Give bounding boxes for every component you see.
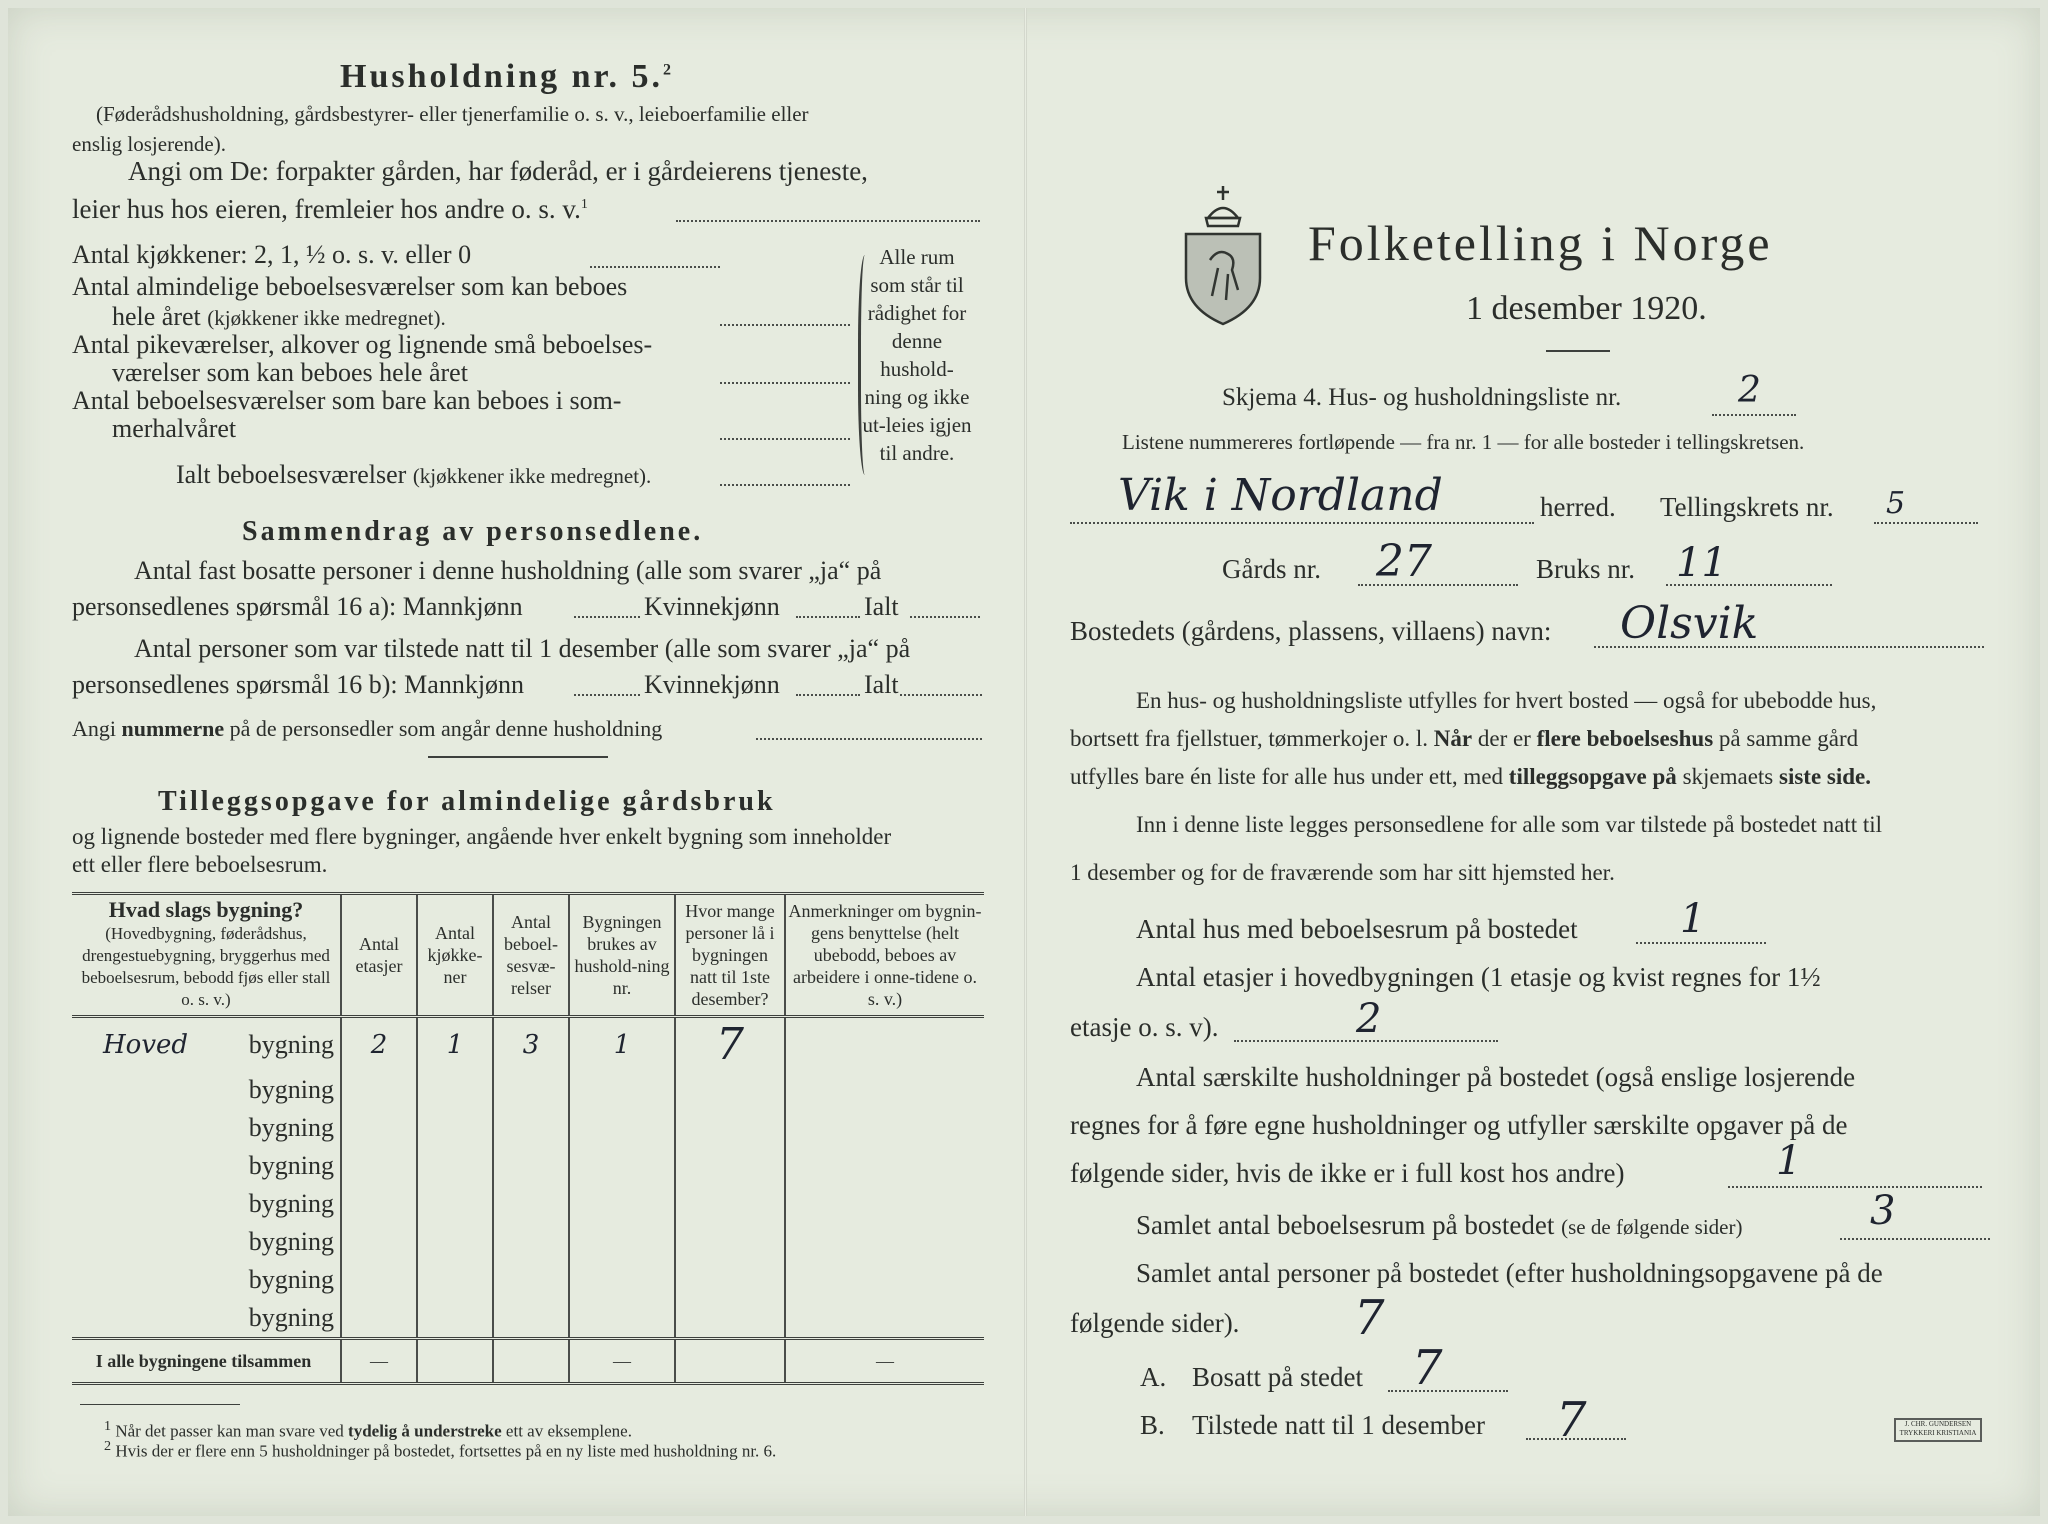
total-cell: —: [785, 1339, 984, 1384]
angi-line-2: leier hus hos eieren, fremleier hos andre o. s. v.$^1$: [72, 194, 588, 224]
maid-rooms-line: [720, 382, 850, 384]
rooms-total-label: Samlet antal beboelsesrum på bostedet (se de følgende sider): [1136, 1210, 1743, 1240]
households-label-2: regnes for å føre egne husholdninger og utfyller særskilte opgaver på de: [1070, 1110, 1848, 1140]
cell-persons[interactable]: [675, 1071, 785, 1109]
cell-persons[interactable]: [675, 1223, 785, 1261]
buildings-header-row: [72, 894, 984, 1017]
total-rooms-label: Ialt beboelsesværelser (kjøkkener ikke medregnet).: [176, 460, 652, 489]
cell-remarks[interactable]: [785, 1185, 984, 1223]
bruks-label: Bruks nr.: [1536, 554, 1636, 584]
header-used-by: Bygningen brukes av hushold-ning nr.: [569, 894, 675, 1017]
table-row: [72, 1147, 984, 1185]
instructions-5: 1 desember og for de fraværende som har sitt hjemsted her.: [1070, 860, 1615, 885]
printer-stamp: J. CHR. GUNDERSEN TRYKKERI KRISTIANIA: [1894, 1418, 1982, 1442]
instructions-3: utfylles bare én liste for alle hus under ett, med tilleggsopgave på skjemaets siste side.: [1070, 764, 1872, 789]
angi-numbers: Angi nummerne på de personsedler som angår denne husholdning: [72, 716, 663, 741]
cell-rooms[interactable]: [493, 1223, 569, 1261]
building-type-cell[interactable]: [72, 1147, 341, 1185]
kitchens-line: [590, 266, 720, 268]
cell-floors[interactable]: [341, 1185, 417, 1223]
bosatt-label: Bosatt på stedet: [1192, 1362, 1363, 1392]
instructions-4: Inn i denne liste legges personsedlene for alle som var tilstede på bostedet natt til: [1136, 812, 1883, 837]
gards-label: Gårds nr.: [1222, 554, 1321, 584]
cell-persons[interactable]: [675, 1147, 785, 1185]
cell-kitchens[interactable]: 1: [417, 1017, 493, 1072]
cell-used-by[interactable]: [569, 1109, 675, 1147]
cell-remarks[interactable]: [785, 1223, 984, 1261]
cell-kitchens[interactable]: [417, 1299, 493, 1339]
schema-line: [1712, 414, 1796, 416]
coat-of-arms-icon: [1178, 178, 1268, 328]
summary-heading: Sammendrag av personsedlene.: [242, 516, 704, 547]
building-type-cell[interactable]: [72, 1185, 341, 1223]
schema-value[interactable]: 2: [1738, 370, 1761, 411]
cell-used-by[interactable]: [569, 1147, 675, 1185]
table-row: [72, 1223, 984, 1261]
cell-persons[interactable]: [675, 1261, 785, 1299]
header-floors: Antal etasjer: [341, 894, 417, 1017]
cell-remarks[interactable]: [785, 1071, 984, 1109]
cell-floors[interactable]: [341, 1299, 417, 1339]
bosted-value[interactable]: Olsvik: [1620, 598, 1759, 649]
footnote-divider: [80, 1404, 240, 1405]
cell-used-by[interactable]: [569, 1223, 675, 1261]
herred-label: herred.: [1540, 492, 1616, 522]
summary-fast-line-1: Antal fast bosatte personer i denne husholdning (alle som svarer „ja“ på: [134, 556, 882, 585]
households-label-1: Antal særskilte husholdninger på bostedet (også enslige losjerende: [1136, 1062, 1856, 1092]
cell-used-by[interactable]: 1: [569, 1017, 675, 1072]
persons-total-label-2: følgende sider).: [1070, 1308, 1240, 1338]
fast-total-label: Ialt: [864, 592, 899, 621]
tilstede-letter: B.: [1140, 1410, 1165, 1440]
present-female-label: Kvinnekjønn: [644, 670, 780, 699]
cell-rooms[interactable]: [493, 1071, 569, 1109]
houses-value[interactable]: 1: [1680, 896, 1706, 942]
page-fold: [1024, 8, 1027, 1516]
krets-label: Tellingskrets nr.: [1660, 492, 1834, 522]
fast-total-line: [910, 616, 980, 618]
angi-numbers-line: [756, 738, 982, 740]
census-date: 1 desember 1920.: [1466, 290, 1707, 327]
fast-female-label: Kvinnekjønn: [644, 592, 780, 621]
floors-value[interactable]: 2: [1356, 996, 1382, 1042]
total-cell: [493, 1339, 569, 1384]
rooms-total-value[interactable]: 3: [1870, 1188, 1896, 1234]
rooms-bracket-note: Alle rum som står til rådighet for denne hushold-ning og ikke ut-leies igjen til andre.: [862, 245, 972, 465]
cell-floors[interactable]: [341, 1109, 417, 1147]
table-total-row: [72, 1339, 984, 1384]
cell-remarks[interactable]: [785, 1109, 984, 1147]
kitchens-label: Antal kjøkkener: 2, 1, ½ o. s. v. eller 0: [72, 240, 472, 269]
cell-kitchens[interactable]: [417, 1261, 493, 1299]
angi-line-1: Angi om De: forpakter gården, har føderåd, er i gårdeierens tjeneste,: [128, 156, 868, 186]
household-intro-2: enslig losjerende).: [72, 132, 226, 156]
bosatt-value[interactable]: 7: [1412, 1340, 1443, 1396]
ordinary-rooms-line: [720, 324, 850, 326]
instructions-1: En hus- og husholdningsliste utfylles for hvert bosted — også for ubebodde hus,: [1136, 688, 1877, 713]
total-cell: [675, 1339, 785, 1384]
krets-line: [1874, 522, 1978, 524]
maid-rooms-label-1: Antal pikeværelser, alkover og lignende små beboelses-: [72, 330, 653, 359]
building-type-suffix: bygning: [248, 1227, 334, 1256]
present-total-label: Ialt: [864, 670, 899, 699]
cell-rooms[interactable]: 3: [493, 1017, 569, 1072]
persons-total-value[interactable]: 7: [1354, 1290, 1385, 1346]
table-row: [72, 1261, 984, 1299]
total-label: I alle bygningene tilsammen: [72, 1339, 341, 1384]
instructions-2: bortsett fra fjellstuer, tømmerkojer o. l. Når der er flere beboelseshus på samme gård: [1070, 726, 1859, 751]
krets-value[interactable]: 5: [1886, 486, 1906, 521]
total-cell: —: [569, 1339, 675, 1384]
cell-persons[interactable]: 7: [675, 1017, 785, 1072]
cell-kitchens[interactable]: [417, 1185, 493, 1223]
total-cell: [417, 1339, 493, 1384]
cell-persons[interactable]: [675, 1185, 785, 1223]
cell-rooms[interactable]: [493, 1147, 569, 1185]
title-divider: [1546, 350, 1610, 352]
cell-remarks[interactable]: [785, 1299, 984, 1339]
cell-floors[interactable]: [341, 1071, 417, 1109]
present-female-line: [796, 694, 860, 696]
households-value[interactable]: 1: [1776, 1138, 1802, 1184]
cell-rooms[interactable]: [493, 1109, 569, 1147]
gards-value[interactable]: 27: [1376, 536, 1432, 587]
summary-present-line-2: personsedlenes spørsmål 16 b): Mannkjønn: [72, 670, 525, 699]
header-kitchens: Antal kjøkke-ner: [417, 894, 493, 1017]
rooms-total-line: [1840, 1238, 1990, 1240]
bosatt-line: [1388, 1390, 1508, 1392]
table-row: [72, 1109, 984, 1147]
cell-floors[interactable]: 2: [341, 1017, 417, 1072]
cell-kitchens[interactable]: [417, 1109, 493, 1147]
ordinary-rooms-label-2: hele året (kjøkkener ikke medregnet).: [112, 302, 446, 331]
bosatt-letter: A.: [1140, 1362, 1167, 1392]
building-type-cell[interactable]: [72, 1109, 341, 1147]
present-male-line: [574, 694, 640, 696]
cell-used-by[interactable]: [569, 1261, 675, 1299]
cell-remarks[interactable]: [785, 1017, 984, 1072]
total-cell: —: [341, 1339, 417, 1384]
building-type-cell[interactable]: [72, 1261, 341, 1299]
herred-value[interactable]: Vik i Nordland: [1118, 470, 1443, 521]
cell-rooms[interactable]: [493, 1299, 569, 1339]
buildings-body: [72, 1017, 984, 1384]
cell-rooms[interactable]: [493, 1261, 569, 1299]
floors-label-2: etasje o. s. v).: [1070, 1012, 1219, 1042]
schema-label: Skjema 4. Hus- og husholdningsliste nr.: [1222, 384, 1622, 411]
bruks-value[interactable]: 11: [1676, 540, 1727, 586]
fast-female-line: [796, 616, 860, 618]
present-total-line: [900, 694, 982, 696]
supplement-subtitle-2: ett eller flere beboelsesrum.: [72, 852, 328, 877]
building-type-prefix: Hoved: [103, 1029, 189, 1060]
supplement-heading: Tilleggsopgave for almindelige gårdsbruk: [158, 786, 776, 817]
angi-answer-line: [676, 220, 980, 222]
cell-kitchens[interactable]: [417, 1223, 493, 1261]
ordinary-rooms-label-1: Antal almindelige beboelsesværelser som kan beboes: [72, 272, 628, 301]
houses-label: Antal hus med beboelsesrum på bostedet: [1136, 914, 1578, 944]
persons-total-label-1: Samlet antal personer på bostedet (efter husholdningsopgavene på de: [1136, 1258, 1883, 1288]
header-persons: Hvor mange personer lå i bygningen natt til 1ste desember?: [675, 894, 785, 1017]
building-type-suffix: bygning: [248, 1265, 334, 1294]
building-type-suffix: bygning: [248, 1113, 334, 1142]
building-type-suffix: bygning: [248, 1303, 334, 1332]
building-type-suffix: bygning: [248, 1151, 334, 1180]
table-row: [72, 1299, 984, 1339]
cell-rooms[interactable]: [493, 1185, 569, 1223]
household-title: Husholdning nr. 5.$^2$: [340, 58, 674, 95]
supplement-subtitle-1: og lignende bosteder med flere bygninger, angående hver enkelt bygning som inneholder: [72, 824, 892, 849]
tilstede-value[interactable]: 7: [1556, 1392, 1587, 1448]
building-type-suffix: bygning: [248, 1189, 334, 1218]
footnote-1: $^1$ Når det passer kan man svare ved tydelig å understreke ett av eksemplene.: [104, 1418, 632, 1441]
cell-used-by[interactable]: [569, 1185, 675, 1223]
header-building-type: Hvad slags bygning? (Hovedbygning, føderådshus, drengestuebygning, bryggerhus med beboelsesrum, bebodd fjøs eller stall o. s. v.): [72, 894, 341, 1017]
building-type-cell[interactable]: [72, 1223, 341, 1261]
header-remarks: Anmerkninger om bygnin-gens benyttelse (helt ubebodd, beboes av arbeidere i onne-tidene o. s. v.): [785, 894, 984, 1017]
household-intro-1: (Føderådshusholdning, gårdsbestyrer- eller tjenerfamilie o. s. v., leieboerfamilie eller: [96, 102, 809, 126]
building-type-suffix: bygning: [248, 1075, 334, 1104]
cell-used-by[interactable]: [569, 1071, 675, 1109]
cell-persons[interactable]: [675, 1299, 785, 1339]
total-rooms-line: [720, 484, 850, 486]
cell-floors[interactable]: [341, 1147, 417, 1185]
building-type-cell[interactable]: [72, 1299, 341, 1339]
building-type-cell[interactable]: [72, 1071, 341, 1109]
building-type-cell[interactable]: [72, 1017, 341, 1072]
cell-floors[interactable]: [341, 1223, 417, 1261]
bosted-label: Bostedets (gårdens, plassens, villaens) navn:: [1070, 616, 1552, 646]
summer-rooms-label-1: Antal beboelsesværelser som bare kan beboes i som-: [72, 386, 622, 415]
maid-rooms-label-2: værelser som kan beboes hele året: [112, 358, 468, 387]
summer-rooms-line: [720, 438, 850, 440]
cell-remarks[interactable]: [785, 1261, 984, 1299]
cell-used-by[interactable]: [569, 1299, 675, 1339]
cell-persons[interactable]: [675, 1109, 785, 1147]
floors-label-1: Antal etasjer i hovedbygningen (1 etasje og kvist regnes for 1½: [1136, 962, 1821, 992]
herred-line: [1070, 522, 1534, 524]
footnote-2: $^2$ Hvis der er flere enn 5 husholdninger på bostedet, fortsettes på en ny liste med husholdning nr. 6.: [104, 1438, 777, 1461]
cell-floors[interactable]: [341, 1261, 417, 1299]
tilstede-label: Tilstede natt til 1 desember: [1192, 1410, 1485, 1440]
table-row: [72, 1185, 984, 1223]
header-rooms: Antal beboel-sesvæ-relser: [493, 894, 569, 1017]
households-label-3: følgende sider, hvis de ikke er i full kost hos andre): [1070, 1158, 1625, 1188]
fast-male-line: [574, 616, 640, 618]
cell-kitchens[interactable]: [417, 1071, 493, 1109]
building-type-suffix: bygning: [248, 1029, 334, 1059]
households-line: [1728, 1186, 1982, 1188]
table-row: [72, 1071, 984, 1109]
numbering-note: Listene nummereres fortløpende — fra nr. 1 — for alle bosteder i tellingskretsen.: [1122, 430, 1805, 454]
census-title: Folketelling i Norge: [1308, 215, 1773, 271]
houses-line: [1636, 942, 1766, 944]
cell-kitchens[interactable]: [417, 1147, 493, 1185]
summary-divider: [428, 756, 608, 758]
buildings-table: [72, 892, 984, 1385]
summary-fast-line-2: personsedlenes spørsmål 16 a): Mannkjønn: [72, 592, 523, 621]
table-row: [72, 1017, 984, 1072]
summary-present-line-1: Antal personer som var tilstede natt til 1 desember (alle som svarer „ja“ på: [134, 634, 911, 663]
cell-remarks[interactable]: [785, 1147, 984, 1185]
summer-rooms-label-2: merhalvåret: [112, 414, 237, 443]
